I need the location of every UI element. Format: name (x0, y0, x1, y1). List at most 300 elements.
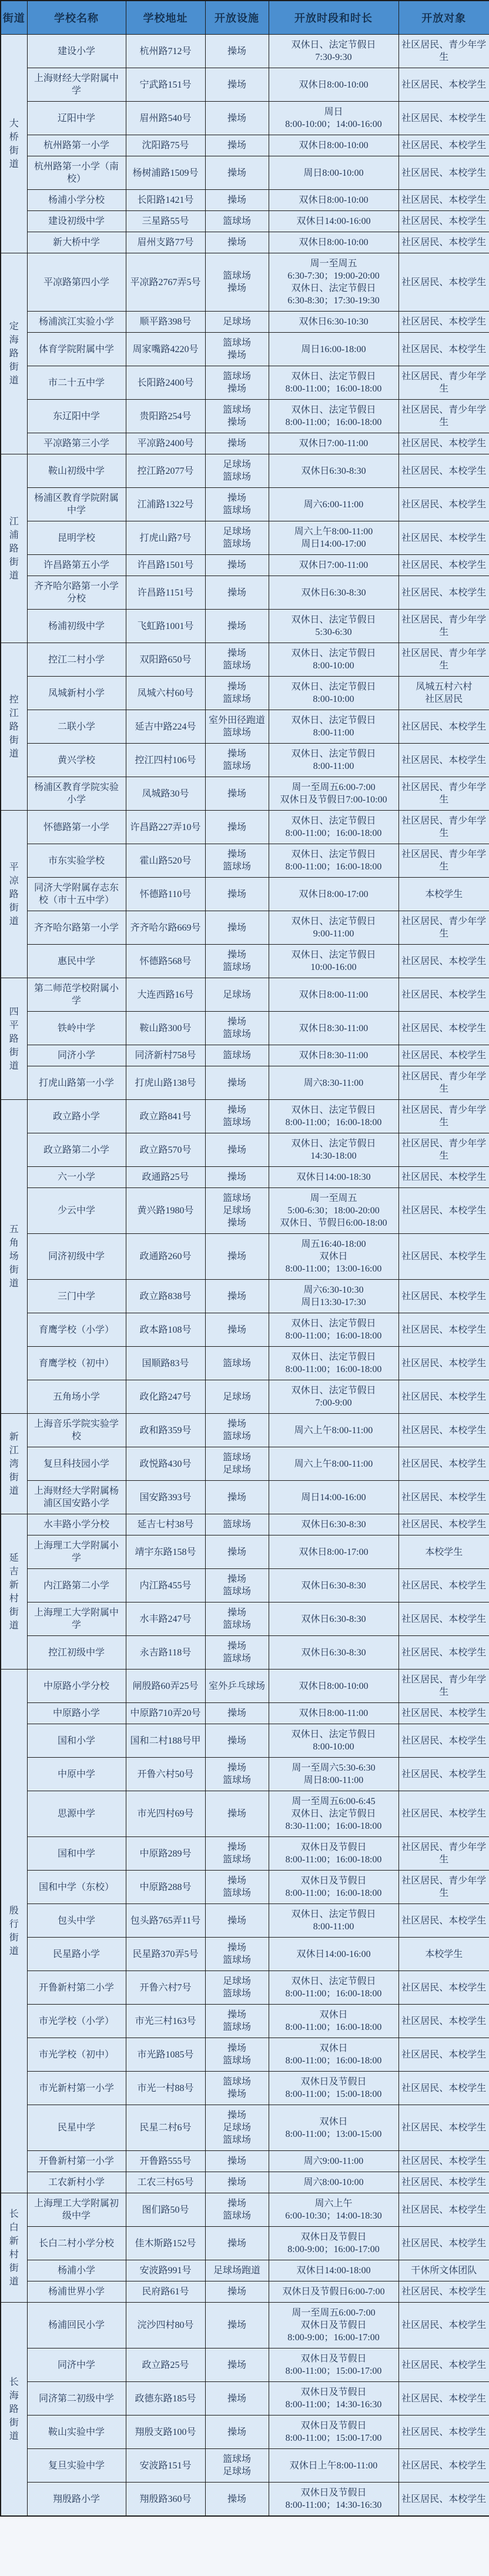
facilities-cell-line: 篮球场 (222, 472, 251, 482)
hours-cell-line: 8:00-11:00；15:00-17:00 (285, 2366, 382, 2376)
facilities-cell-line: 篮球场 (222, 1193, 251, 1203)
audience-cell (398, 68, 489, 102)
audience-cell-line: 社区居民、本校学生 (401, 466, 487, 476)
hours-cell-line: 8:00-11:00；14:30-16:30 (285, 2500, 382, 2510)
facilities-cell-line: 操场 (227, 2043, 246, 2053)
table-row (1, 2151, 489, 2172)
facilities-cell (205, 1837, 269, 1871)
audience-cell-line: 社区居民、本校学生 (401, 2427, 487, 2437)
facilities-cell-line: 篮球场 (222, 1775, 251, 1785)
hours-cell-line: 双休日、法定节假日 (291, 1976, 376, 1986)
audience-cell-line: 社区居民、本校学生 (401, 1708, 487, 1718)
table-row (1, 844, 489, 878)
table-row (1, 333, 489, 366)
school-name-cell: 复旦实验中学 (27, 2449, 126, 2483)
audience-cell (398, 1066, 489, 1100)
hours-cell (269, 1535, 398, 1569)
table-row (1, 1791, 489, 1837)
table-row (1, 1603, 489, 1636)
table-row (1, 1133, 489, 1167)
audience-cell (398, 610, 489, 643)
table-body (1, 35, 489, 2517)
table-row (1, 1380, 489, 1414)
table-row (1, 35, 489, 68)
facilities-cell (205, 366, 269, 400)
audience-cell (398, 2038, 489, 2072)
facilities-cell-line: 操场 (227, 1419, 246, 1429)
hours-cell (269, 1971, 398, 2005)
address-cell: 江浦路1322号 (126, 488, 205, 521)
facilities-cell-line: 足球场 (222, 1391, 251, 1402)
table-row (1, 1636, 489, 1670)
audience-cell-line: 社区居民、本校学生 (401, 1520, 487, 1530)
hours-cell (269, 521, 398, 555)
audience-cell-line: 社区居民、本校学生 (401, 1291, 487, 1302)
school-name-cell: 育鹰学校（小学） (27, 1313, 126, 1347)
audience-cell (398, 400, 489, 433)
hours-cell-line: 双休日 (319, 1252, 348, 1262)
hours-cell-line: 双休日8:00-11:00 (299, 989, 369, 1000)
hours-cell-line: 双休日6:30-10:30 (299, 317, 369, 327)
school-name-cell: 市光新村第一小学 (27, 2072, 126, 2105)
table-row (1, 1313, 489, 1347)
audience-cell (398, 1188, 489, 1234)
school-name-cell: 杨浦小学 (27, 2260, 126, 2281)
school-name-cell: 上海理工大学附属小学 (27, 1535, 126, 1569)
hours-cell-line: 周一至周五6:00-6:45 (292, 1796, 376, 1806)
address-cell: 凤城六村60号 (126, 677, 205, 710)
address-cell: 佳木斯路152号 (126, 2227, 205, 2260)
audience-cell (398, 1133, 489, 1167)
address-cell: 包头路765弄11号 (126, 1904, 205, 1938)
hours-cell (269, 643, 398, 677)
audience-cell (398, 643, 489, 677)
facilities-cell (205, 454, 269, 488)
facilities-cell (205, 811, 269, 844)
hours-cell (269, 1703, 398, 1724)
audience-cell-line: 社区居民、本校学生 (401, 2494, 487, 2504)
facilities-cell (205, 1313, 269, 1347)
hours-cell-line: 双休日、法定节假日 (291, 916, 376, 926)
hours-cell (269, 1791, 398, 1837)
address-cell: 长阳路1421号 (126, 190, 205, 211)
address-cell: 延吉中路224号 (126, 710, 205, 744)
table-row (1, 576, 489, 610)
address-cell: 开鲁六村7号 (126, 1971, 205, 2005)
hours-cell-line: 双休日8:00-10:00 (299, 195, 369, 205)
audience-cell-line: 干休所文体团队 (411, 2266, 477, 2276)
address-cell: 鞍山路300号 (126, 1012, 205, 1045)
facilities-cell-line: 足球场 (222, 1465, 251, 1475)
facilities-cell-line: 篮球场 (222, 506, 251, 516)
street-cell: 长白新村街道 (1, 2193, 27, 2303)
facilities-cell (205, 1100, 269, 1133)
facilities-cell-line: 操场 (227, 439, 246, 449)
hours-cell-line: 8:00-11:00；13:00-16:00 (285, 1264, 382, 1274)
school-name-cell: 市东实验学校 (27, 844, 126, 878)
facilities-cell (205, 878, 269, 911)
facilities-cell (205, 2072, 269, 2105)
hours-cell-line: 8:30-11:00；16:00-18:00 (285, 1821, 382, 1831)
col-header-school: 学校名称 (27, 1, 126, 35)
hours-cell (269, 1347, 398, 1380)
hours-cell (269, 1514, 398, 1535)
facilities-cell-line: 足球场 (222, 317, 251, 327)
table-row (1, 1535, 489, 1569)
facilities-cell-line: 篮球场 (222, 728, 251, 738)
hours-cell-line: 6:00-10:30；14:00-18:30 (285, 2211, 382, 2221)
audience-cell (398, 433, 489, 454)
address-cell: 中原路710弄20号 (126, 1703, 205, 1724)
audience-cell-line: 社区居民、本校学生 (401, 2049, 487, 2060)
hours-cell-line: 周六6:30-10:30 (303, 1285, 364, 1295)
audience-cell (398, 1481, 489, 1514)
hours-cell-line: 8:00-11:00；16:00-18:00 (285, 417, 382, 427)
audience-cell (398, 232, 489, 253)
facilities-cell (205, 2303, 269, 2348)
facilities-cell-line: 操场 (227, 560, 246, 570)
facilities-cell-line: 操场 (227, 1915, 246, 1926)
hours-cell (269, 2483, 398, 2517)
facilities-cell (205, 1514, 269, 1535)
audience-cell (398, 1670, 489, 1703)
hours-cell-line: 双休日8:00-10:00 (299, 140, 369, 150)
school-name-cell: 控江初级中学 (27, 1636, 126, 1670)
facilities-cell-line: 操场 (227, 749, 246, 759)
school-name-cell: 许昌路第五小学 (27, 555, 126, 576)
table-row (1, 777, 489, 811)
table-row (1, 1167, 489, 1188)
table-row (1, 156, 489, 190)
table-row (1, 2416, 489, 2449)
audience-cell (398, 211, 489, 232)
facilities-cell-line: 篮球场 (222, 2135, 251, 2145)
table-row (1, 2193, 489, 2227)
school-name-cell: 市二十五中学 (27, 366, 126, 400)
facilities-cell-line: 篮球场 (222, 1118, 251, 1128)
hours-cell (269, 2038, 398, 2072)
table-row (1, 2260, 489, 2281)
facilities-cell (205, 433, 269, 454)
school-name-cell: 市光学校（初中） (27, 2038, 126, 2072)
facilities-cell-line: 篮球场 (222, 1029, 251, 1039)
address-cell: 浣沙四村80号 (126, 2303, 205, 2348)
facilities-cell (205, 1871, 269, 1904)
table-row (1, 1234, 489, 1280)
audience-cell (398, 744, 489, 777)
audience-cell-line: 社区居民、本校学生 (401, 2177, 487, 2187)
address-cell: 怀德路568号 (126, 945, 205, 978)
hours-cell-line: 双休日及节假日6:00-7:00 (282, 2287, 385, 2297)
address-cell: 民星二村6号 (126, 2105, 205, 2151)
hours-cell-line: 双休日、法定节假日 (291, 849, 376, 859)
school-name-cell: 五角场小学 (27, 1380, 126, 1414)
address-cell: 市光一村88号 (126, 2072, 205, 2105)
hours-cell (269, 35, 398, 68)
hours-cell-line: 周日 (324, 107, 343, 117)
address-cell: 平凉路2767弄5号 (126, 253, 205, 312)
audience-cell-line: 社区居民、本校学生 (401, 721, 487, 732)
address-cell: 翔殷支路100号 (126, 2416, 205, 2449)
school-name-cell: 开鲁新村第二小学 (27, 1971, 126, 2005)
table-row (1, 1904, 489, 1938)
audience-cell (398, 844, 489, 878)
school-name-cell: 齐齐哈尔路第一小学 (27, 911, 126, 945)
table-row (1, 1514, 489, 1535)
table-row (1, 911, 489, 945)
col-header-hours: 开放时段和时长 (269, 1, 398, 35)
audience-cell (398, 677, 489, 710)
hours-cell-line: 8:00-9:00；16:00-17:00 (287, 2244, 380, 2254)
audience-cell-line: 本校学生 (425, 889, 463, 899)
school-name-cell: 黄兴学校 (27, 744, 126, 777)
table-row (1, 1447, 489, 1481)
address-cell: 怀德路110号 (126, 878, 205, 911)
hours-cell-line: 双休日6:30-8:30 (301, 1520, 366, 1530)
facilities-cell-line: 篮球场 (222, 694, 251, 704)
hours-cell-line: 8:00-11:00；16:00-18:00 (285, 862, 382, 872)
audience-cell (398, 2260, 489, 2281)
audience-cell-line: 社区居民、本校学生 (401, 2016, 487, 2026)
table-row (1, 433, 489, 454)
facilities-cell-line: 操场 (227, 417, 246, 427)
facilities-cell-line: 操场 (227, 2320, 246, 2330)
address-cell: 政悦路430号 (126, 1447, 205, 1481)
hours-cell (269, 312, 398, 333)
facilities-cell-line: 操场 (227, 168, 246, 178)
facilities-cell-line: 操场 (227, 950, 246, 960)
hours-cell-line: 双休日8:00-10:00 (299, 1681, 369, 1691)
hours-cell (269, 1133, 398, 1167)
hours-cell-line: 8:00-11:00 (313, 1922, 354, 1932)
table-row (1, 1670, 489, 1703)
audience-cell (398, 156, 489, 190)
audience-cell (398, 1234, 489, 1280)
address-cell: 政立路838号 (126, 1280, 205, 1313)
hours-cell-line: 双休日、法定节假日 (291, 1729, 376, 1739)
facilities-cell (205, 1971, 269, 2005)
facilities-cell-line: 操场 (227, 2089, 246, 2099)
audience-cell-line: 社区居民、本校学生 (401, 1769, 487, 1779)
address-cell: 民星路370弄5号 (126, 1938, 205, 1971)
hours-cell-line: 8:00-11:00；16:00-18:00 (285, 1989, 382, 1999)
facilities-cell-line: 室外田径跑道 (208, 715, 265, 725)
audience-cell (398, 710, 489, 744)
hours-cell-line: 8:00-11:00；16:00-18:00 (285, 1364, 382, 1374)
audience-cell (398, 333, 489, 366)
street-cell: 新江湾街道 (1, 1414, 27, 1514)
school-name-cell: 杨浦小学分校 (27, 190, 126, 211)
audience-cell (398, 1837, 489, 1871)
facilities-cell-line: 操场 (227, 1735, 246, 1746)
hours-cell-line: 周一至周五 (310, 1193, 357, 1203)
facilities-cell-line: 足球场 (222, 1976, 251, 1986)
facilities-cell (205, 1670, 269, 1703)
facilities-cell-line: 操场 (227, 1252, 246, 1262)
audience-cell (398, 2151, 489, 2172)
school-name-cell: 建设初级中学 (27, 211, 126, 232)
table-row (1, 312, 489, 333)
audience-cell-line: 社区居民、本校学生 (401, 2083, 487, 2093)
hours-cell (269, 1837, 398, 1871)
facilities-cell (205, 2105, 269, 2151)
hours-cell (269, 1414, 398, 1447)
hours-cell-line: 5:00-6:30；18:00-20:00 (287, 1206, 380, 1216)
school-name-cell: 长白二村小学分校 (27, 2227, 126, 2260)
facilities-cell (205, 35, 269, 68)
audience-cell (398, 1313, 489, 1347)
school-name-cell: 上海理工大学附属中学 (27, 1603, 126, 1636)
audience-cell (398, 1045, 489, 1066)
table-row (1, 1066, 489, 1100)
audience-cell (398, 2303, 489, 2348)
hours-cell-line: 双休日14:00-16:00 (296, 216, 371, 226)
address-cell: 开鲁六村50号 (126, 1758, 205, 1791)
address-cell: 安波路991号 (126, 2260, 205, 2281)
table-row (1, 2005, 489, 2038)
audience-cell-line: 本校学生 (425, 1949, 463, 1959)
facilities-cell-line: 篮球场 (222, 1051, 251, 1060)
facilities-cell-line: 篮球场 (222, 405, 251, 415)
address-cell: 周家嘴路4220号 (126, 333, 205, 366)
facilities-cell (205, 2449, 269, 2483)
address-cell: 凤城路30号 (126, 777, 205, 811)
address-cell: 政和路359号 (126, 1414, 205, 1447)
facilities-cell (205, 1280, 269, 1313)
hours-cell-line: 双休日 (319, 2010, 348, 2020)
audience-cell-line: 社区居民、青少年学生 (401, 1105, 487, 1128)
facilities-cell-line: 操场 (227, 2238, 246, 2249)
address-cell: 民府路61号 (126, 2281, 205, 2303)
address-cell: 飞虹路1001号 (126, 610, 205, 643)
school-name-cell: 杨浦滨江实验小学 (27, 312, 126, 333)
address-cell: 翔殷路360号 (126, 2483, 205, 2517)
table-row (1, 710, 489, 744)
hours-cell-line: 双休日、法定节假日 (291, 749, 376, 759)
table-row (1, 1971, 489, 2005)
hours-cell-line: 8:00-11:00；15:00-18:00 (285, 2089, 382, 2099)
audience-cell-line: 社区居民、青少年学生 (401, 1072, 487, 1094)
school-name-cell: 复旦科技园小学 (27, 1447, 126, 1481)
facilities-cell-line: 操场 (227, 2199, 246, 2209)
audience-cell (398, 454, 489, 488)
facilities-cell (205, 777, 269, 811)
facilities-cell (205, 400, 269, 433)
school-name-cell: 工农新村小学 (27, 2172, 126, 2193)
hours-cell (269, 488, 398, 521)
facilities-cell-line: 操场 (227, 788, 246, 799)
hours-cell (269, 777, 398, 811)
hours-cell (269, 2348, 398, 2382)
audience-cell (398, 2072, 489, 2105)
hours-cell-line: 8:00-11:00；15:00-17:00 (285, 2433, 382, 2443)
address-cell: 政本路108号 (126, 1313, 205, 1347)
audience-cell-line: 社区居民、本校学生 (401, 2320, 487, 2330)
audience-cell (398, 1012, 489, 1045)
hours-cell-line: 双休日、法定节假日 (291, 1319, 376, 1329)
facilities-cell (205, 1066, 269, 1100)
facilities-cell-line: 操场 (227, 2177, 246, 2187)
audience-cell-line: 社区居民、本校学生 (401, 1982, 487, 1993)
table-row (1, 2382, 489, 2416)
hours-cell (269, 2172, 398, 2193)
table-row (1, 366, 489, 400)
hours-cell (269, 1569, 398, 1603)
table-row (1, 190, 489, 211)
audience-cell-line: 社区居民、青少年学生 (401, 40, 487, 62)
hours-cell-line: 双休日及节假日 (300, 2232, 367, 2242)
table-row (1, 744, 489, 777)
school-name-cell: 鞍山初级中学 (27, 454, 126, 488)
audience-cell-line: 社区居民、本校学生 (401, 1324, 487, 1335)
table-row (1, 1724, 489, 1758)
audience-cell (398, 102, 489, 135)
facilities-cell-line: 篮球场 (222, 1620, 251, 1630)
table-row (1, 1280, 489, 1313)
hours-cell-line: 8:00-11:00；14:30-16:30 (285, 2400, 382, 2410)
school-name-cell: 杨浦世界小学 (27, 2281, 126, 2303)
facilities-cell (205, 135, 269, 156)
table-row (1, 400, 489, 433)
audience-cell-line: 社区居民、本校学生 (401, 2393, 487, 2404)
audience-cell-line: 社区居民、本校学生 (401, 533, 487, 543)
facilities-cell-line: 操场 (227, 2287, 246, 2297)
audience-cell (398, 2416, 489, 2449)
school-name-cell: 思源中学 (27, 1791, 126, 1837)
hours-cell-line: 双休日及节假日 (300, 2387, 367, 2397)
audience-cell (398, 2382, 489, 2416)
hours-cell (269, 156, 398, 190)
hours-cell-line: 周一至周六5:30-6:30 (292, 1763, 376, 1773)
facilities-cell-line: 篮球场 (222, 1888, 251, 1898)
facilities-cell (205, 2260, 269, 2281)
hours-cell (269, 1724, 398, 1758)
facilities-cell-line: 操场 (227, 79, 246, 90)
hours-cell-line: 双休日14:00-18:00 (296, 2266, 371, 2276)
address-cell: 杭州路712号 (126, 35, 205, 68)
hours-cell-line: 8:00-11:00 (313, 761, 354, 771)
school-name-cell: 控江二村小学 (27, 643, 126, 677)
hours-cell-line: 8:00-11:00；16:00-18:00 (285, 828, 382, 838)
audience-cell-line: 社区居民、本校学生 (401, 2460, 487, 2471)
facilities-cell (205, 1636, 269, 1670)
audience-cell-line: 社区居民、本校学生 (401, 1051, 487, 1060)
hours-cell-line: 双休日 (319, 2043, 348, 2053)
facilities-cell (205, 102, 269, 135)
facilities-cell (205, 1703, 269, 1724)
facilities-cell-line: 足球场跑道 (213, 2266, 260, 2276)
hours-cell (269, 1904, 398, 1938)
facilities-cell (205, 2005, 269, 2038)
table-row (1, 1938, 489, 1971)
school-name-cell: 平凉路第四小学 (27, 253, 126, 312)
address-cell: 政德东路185号 (126, 2382, 205, 2416)
audience-cell (398, 1447, 489, 1481)
address-cell: 中原路289号 (126, 1837, 205, 1871)
facilities-cell-line: 篮球场 (222, 962, 251, 972)
hours-cell-line: 双休日、法定节假日 (291, 1105, 376, 1115)
street-cell: 定海路街道 (1, 253, 27, 454)
address-cell: 图们路50号 (126, 2193, 205, 2227)
facilities-cell (205, 610, 269, 643)
hours-cell (269, 1636, 398, 1670)
facilities-cell-line: 足球场 (222, 2123, 251, 2133)
facilities-cell-line: 操场 (227, 1763, 246, 1773)
audience-cell (398, 1636, 489, 1670)
hours-cell (269, 1758, 398, 1791)
facilities-cell (205, 253, 269, 312)
facilities-cell (205, 555, 269, 576)
